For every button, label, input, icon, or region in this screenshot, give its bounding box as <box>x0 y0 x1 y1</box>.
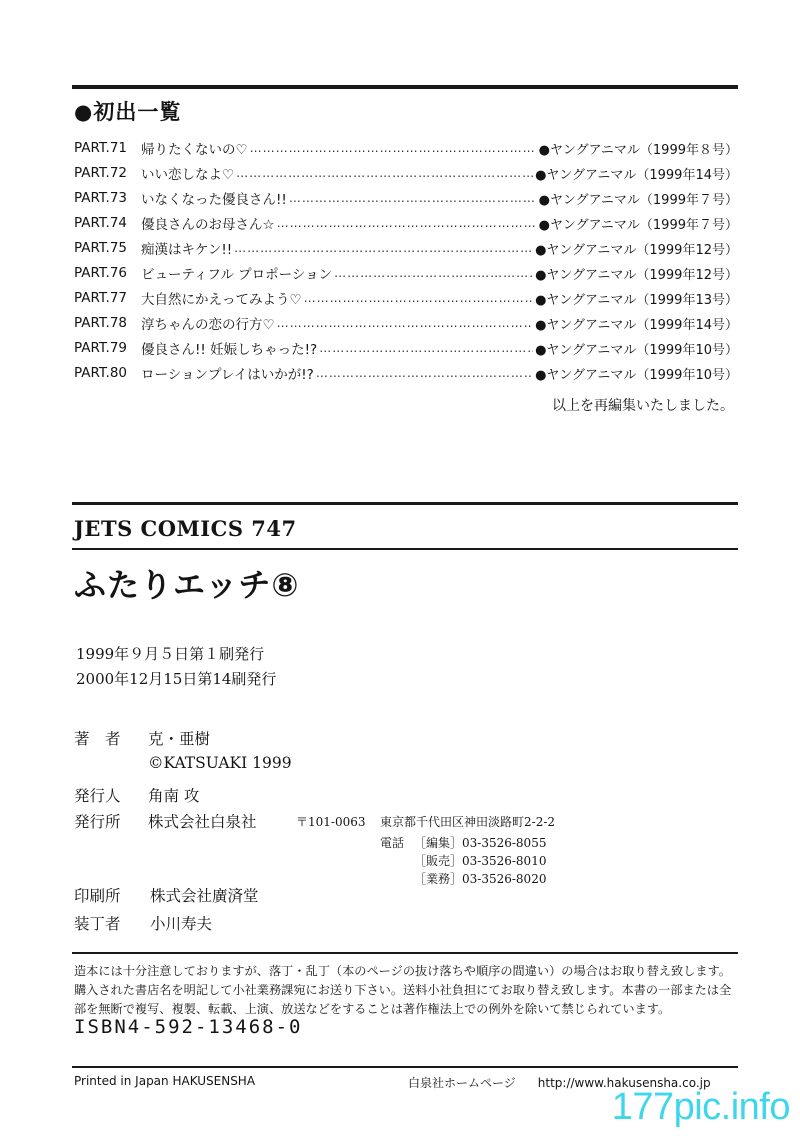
homepage-label: 白泉社ホームページ <box>408 1076 516 1090</box>
printed-in: Printed in Japan HAKUSENSHA <box>74 1074 256 1088</box>
episode-source: ●ヤングアニマル（1999年７号） <box>538 192 738 208</box>
episode-title: ローションプレイはいかが!? <box>141 367 314 383</box>
episode-title: いい恋しなよ♡ <box>141 167 235 183</box>
dot-leader <box>319 341 533 355</box>
dot-leader <box>277 216 537 230</box>
part-number: PART.80 <box>74 365 128 381</box>
list-item <box>74 312 738 334</box>
list-item <box>74 337 738 359</box>
printer-name: 株式会社廣済堂 <box>150 887 259 905</box>
dot-leader <box>250 141 537 155</box>
dot-leader <box>316 366 533 380</box>
book-title: ふたりエッチ⑧ <box>74 566 300 604</box>
dot-leader <box>334 266 533 280</box>
list-item <box>74 237 738 259</box>
notice-rule <box>72 952 738 954</box>
part-number: PART.75 <box>74 240 128 256</box>
phone-sales: ［販売］03-3526-8010 <box>414 854 547 868</box>
episode-source: ●ヤングアニマル（1999年12号） <box>535 267 738 283</box>
episode-title: 優良さん!! 妊娠しちゃった!? <box>141 342 318 358</box>
episode-source: ●ヤングアニマル（1999年13号） <box>535 292 738 308</box>
publisher-name: 株式会社白泉社 <box>148 813 257 831</box>
part-number: PART.74 <box>74 215 128 231</box>
dot-leader <box>304 291 533 305</box>
part-number: PART.79 <box>74 340 128 356</box>
author-name: 克・亜樹 <box>148 730 211 748</box>
closing-note: 以上を再編集いたしました。 <box>552 398 734 414</box>
publisher-person: 角南 攻 <box>148 787 200 805</box>
part-number: PART.72 <box>74 165 128 181</box>
episode-source: ●ヤングアニマル（1999年10号） <box>535 367 738 383</box>
episode-source: ●ヤングアニマル（1999年14号） <box>535 167 738 183</box>
latest-print-date: 2000年12月15日第14刷発行 <box>76 670 277 688</box>
part-number: PART.78 <box>74 315 128 331</box>
dot-leader <box>236 166 533 180</box>
list-item <box>74 262 738 284</box>
list-item <box>74 162 738 184</box>
list-item <box>74 287 738 309</box>
legal-notice: 造本には十分注意しておりますが、落丁・乱丁（本のページの抜け落ちや順序の間違い）の場合はお取り替え致します。購入された書店名を明記して小社業務課宛にお送り下さい。送料小社負担にてお取り替え致します。本書の一部または全部を無断で複写、複製、転載、上演、放送などをすることは著作権法上での例外を除いて禁じられています。 <box>74 964 732 1016</box>
phone-label: 電話 <box>380 836 405 850</box>
colophon-series-rule <box>72 548 738 550</box>
part-number: PART.71 <box>74 140 128 156</box>
series-name: JETS COMICS 747 <box>74 516 297 541</box>
episode-title: 優良さんのお母さん☆ <box>141 217 275 233</box>
isbn: ISBN4-592-13468-0 <box>74 1016 303 1038</box>
publisher-address: 東京都千代田区神田淡路町2-2-2 <box>380 815 556 829</box>
publisher-label: 発行所 <box>74 813 121 831</box>
top-rule <box>72 85 738 89</box>
part-number: PART.76 <box>74 265 128 281</box>
list-item <box>74 212 738 234</box>
episode-title: 帰りたくないの♡ <box>141 142 248 158</box>
colophon-top-rule <box>72 502 738 505</box>
publisher-person-label: 発行人 <box>74 787 121 805</box>
part-number: PART.73 <box>74 190 128 206</box>
designer-label: 装丁者 <box>74 915 121 933</box>
episode-title: 大自然にかえってみよう♡ <box>141 292 302 308</box>
part-number: PART.77 <box>74 290 128 306</box>
episode-source: ●ヤングアニマル（1999年８号） <box>538 142 738 158</box>
bottom-rule <box>72 1066 738 1068</box>
homepage-url[interactable]: http://www.hakusensha.co.jp <box>537 1076 711 1090</box>
episode-source: ●ヤングアニマル（1999年12号） <box>535 242 738 258</box>
postal-code: 〒101-0063 <box>296 815 366 829</box>
dot-leader <box>277 316 533 330</box>
list-item <box>74 187 738 209</box>
first-appearance-heading: ●初出一覧 <box>74 100 182 124</box>
list-item <box>74 362 738 384</box>
episode-source: ●ヤングアニマル（1999年７号） <box>538 217 738 233</box>
copyright: ©KATSUAKI 1999 <box>148 754 292 772</box>
episode-source: ●ヤングアニマル（1999年14号） <box>535 317 738 333</box>
dot-leader <box>289 191 537 205</box>
printer-label: 印刷所 <box>74 887 121 905</box>
episode-title: 淳ちゃんの恋の行方♡ <box>141 317 275 333</box>
episode-title: いなくなった優良さん!! <box>141 192 287 208</box>
watermark: 177pic.info <box>611 1086 790 1128</box>
phone-business: ［業務］03-3526-8020 <box>414 872 547 886</box>
list-item <box>74 137 738 159</box>
designer-name: 小川寿夫 <box>150 915 213 933</box>
author-label: 著 者 <box>74 730 121 748</box>
phone-editorial: ［編集］03-3526-8055 <box>414 836 547 850</box>
dot-leader <box>234 241 533 255</box>
episode-title: 痴漢はキケン!! <box>141 242 233 258</box>
episode-source: ●ヤングアニマル（1999年10号） <box>535 342 738 358</box>
first-print-date: 1999年９月５日第１刷発行 <box>76 645 265 663</box>
episode-title: ビューティフル プロポーション <box>141 267 333 283</box>
